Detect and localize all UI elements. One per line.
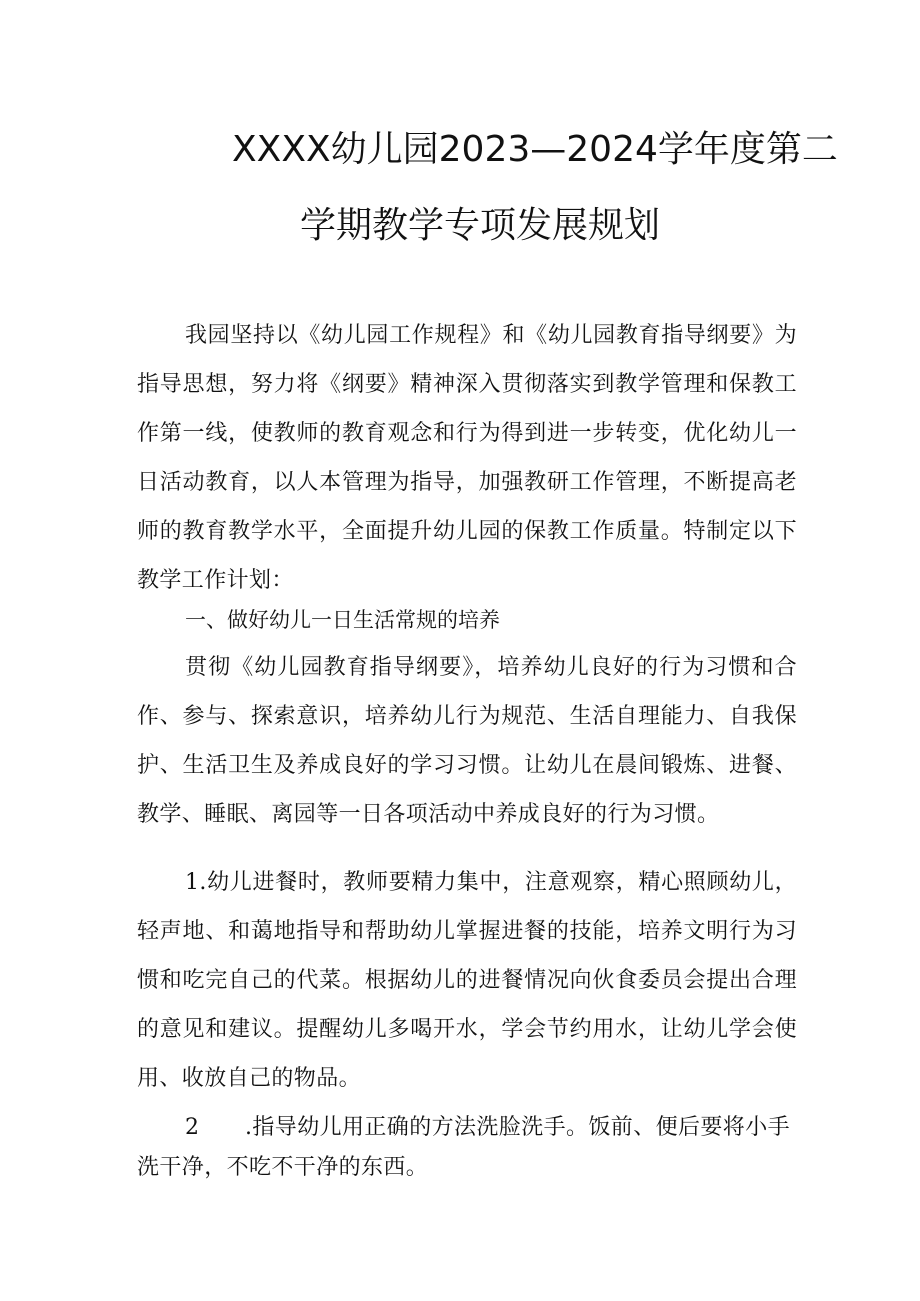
- document-title-line2: 学期教学专项发展规划: [300, 205, 661, 246]
- section1-paragraph: 贯彻《幼儿园教育指导纲要》，培养幼儿良好的行为习惯和合作、参与、探索意识，培养幼儿行为规范、生活自理能力、自我保护、生活卫生及养成良好的学习习惯。让幼儿在晨间锻炼、进餐、教学、睡眠、离园等一日各项活动中养成良好的行为习惯。: [137, 655, 797, 827]
- item2-number: 2: [185, 1115, 200, 1140]
- item2-paragraph: [137, 1108, 797, 1188]
- document-title-line1: XXXX幼儿园2023—2024学年度第二: [232, 129, 838, 170]
- item2-text: .指导幼儿用正确的方法洗脸洗手。饭前、便后要将小手洗干净，不吃不干净的东西。: [137, 1115, 790, 1180]
- item1-paragraph: 1.幼儿进餐时，教师要精力集中，注意观察，精心照顾幼儿，轻声地、和蔼地指导和帮助幼儿掌握进餐的技能，培养文明行为习惯和吃完自己的代菜。根据幼儿的进餐情况向伙食委员会提出合理的意见和建议。提醒幼儿多喝开水，学会节约用水，让幼儿学会使用、收放自己的物品。: [137, 870, 797, 1091]
- intro-paragraph: 我园坚持以《幼儿园工作规程》和《幼儿园教育指导纲要》为指导思想，努力将《纲要》精神深入贯彻落实到教学管理和保教工作第一线，使教师的教育观念和行为得到进一步转变，优化幼儿一日活动教育，以人本管理为指导，加强教研工作管理，不断提高老师的教育教学水平，全面提升幼儿园的保教工作质量。特制定以下教学工作计划：: [137, 323, 797, 593]
- section1-heading: 一、做好幼儿一日生活常规的培养: [185, 608, 500, 632]
